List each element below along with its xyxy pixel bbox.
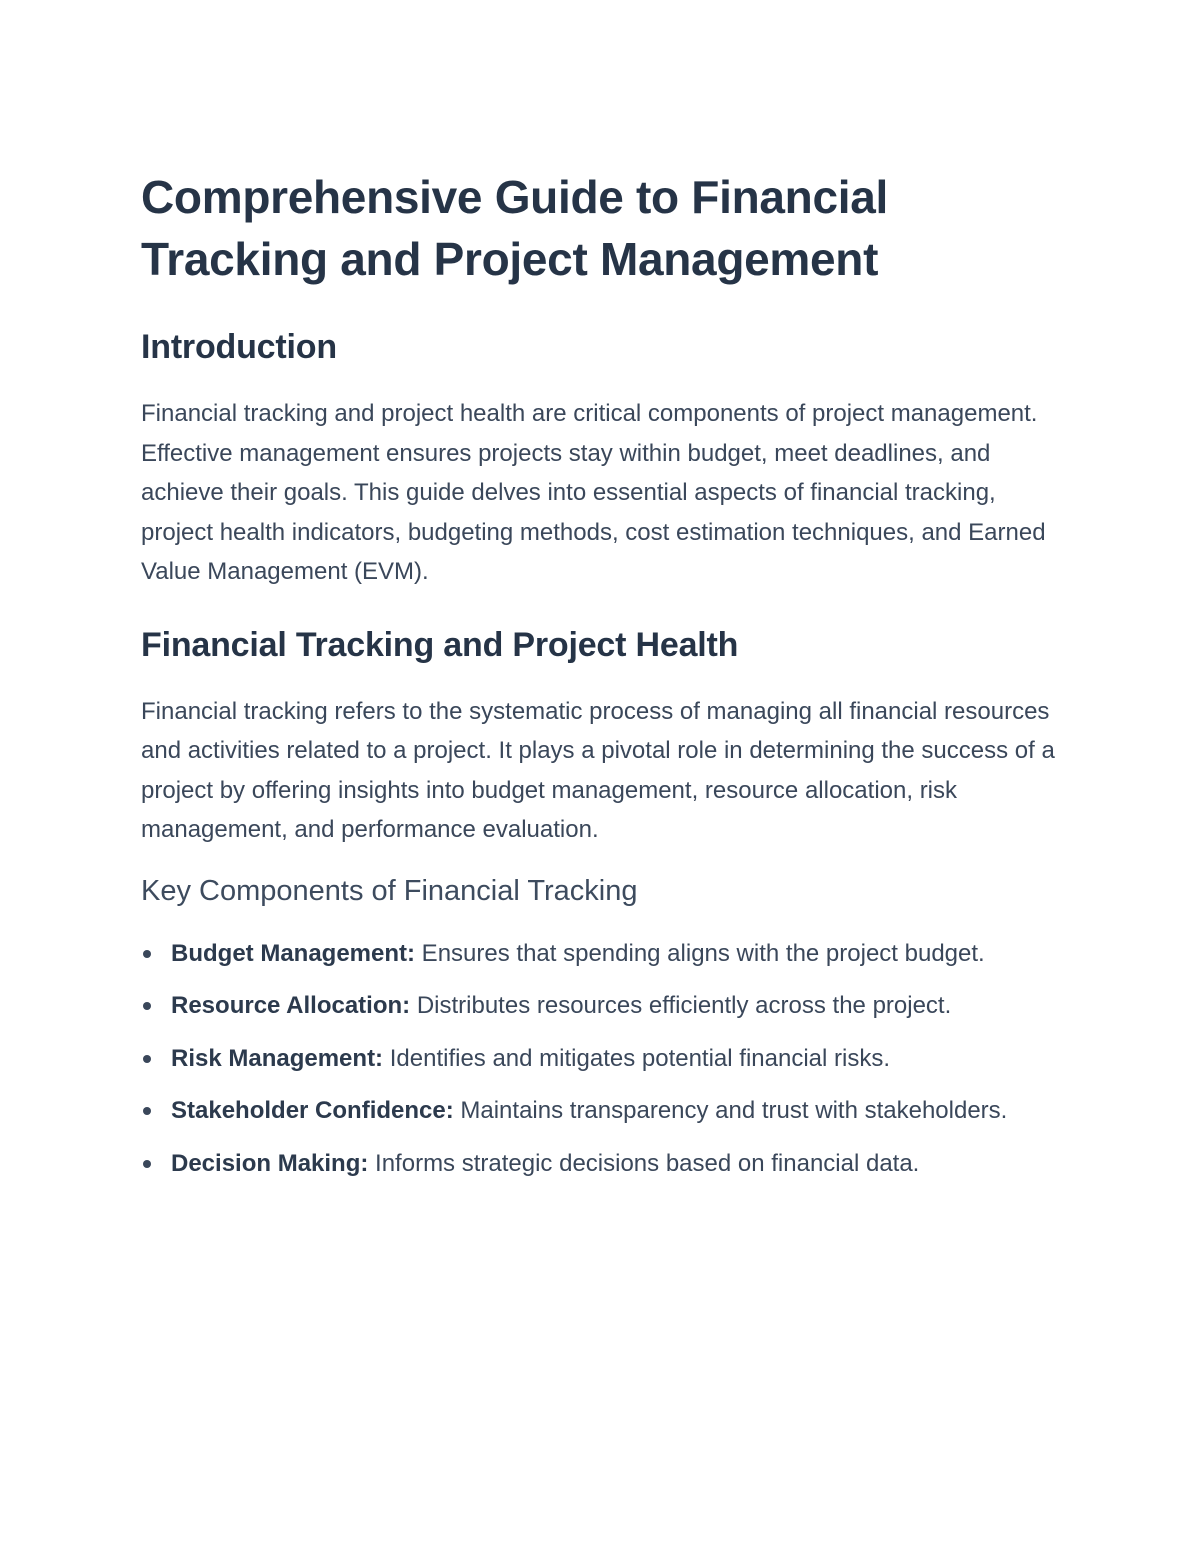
- section-heading-financial-tracking: Financial Tracking and Project Health: [141, 625, 739, 664]
- list-item-description: Ensures that spending aligns with the project budget.: [415, 939, 985, 967]
- list-item-description: Distributes resources efficiently across the project.: [410, 992, 952, 1019]
- list-item-term: Budget Management:: [171, 939, 416, 967]
- list-item: [141, 1039, 1071, 1079]
- list-item: [141, 1144, 1071, 1184]
- list-item-term: Risk Management:: [171, 1044, 384, 1072]
- key-components-list: [141, 934, 1071, 1184]
- list-item-term: Stakeholder Confidence:: [171, 1097, 454, 1124]
- list-item-term: Resource Allocation:: [171, 992, 411, 1019]
- subsection-heading-key-components: Key Components of Financial Tracking: [141, 874, 638, 907]
- list-item-description: Informs strategic decisions based on financial data.: [368, 1149, 920, 1177]
- bullet-icon: [143, 1160, 151, 1168]
- list-item-description: Maintains transparency and trust with stakeholders.: [453, 1097, 1008, 1124]
- bullet-icon: [143, 1107, 151, 1115]
- section-heading-introduction: Introduction: [141, 328, 337, 366]
- document-title: Comprehensive Guide to Financial Tracking and Project Management: [141, 171, 888, 285]
- bullet-icon: [143, 950, 151, 958]
- introduction-paragraph: Financial tracking and project health are critical components of project management. Effective management ensures projects stay within budget, meet deadlines, and achieve their goals. This guide delves into essential aspects of financial tracking, project health indicators, budgeting methods, cost estimation techniques, and Earned Value Management (EVM).: [141, 400, 1046, 585]
- bullet-icon: [143, 1055, 151, 1063]
- bullet-icon: [143, 1002, 151, 1010]
- list-item: [141, 1091, 1071, 1131]
- list-item-term: Decision Making:: [171, 1149, 369, 1177]
- list-item: [141, 934, 1071, 974]
- document-page: [141, 166, 1071, 1196]
- financial-tracking-paragraph: Financial tracking refers to the systematic process of managing all financial resources and activities related to a project. It plays a pivotal role in determining the success of a project by offering insights into budget management, resource allocation, risk management, and performance evaluation.: [141, 697, 1055, 843]
- list-item: [141, 986, 1071, 1026]
- list-item-description: Identifies and mitigates potential financial risks.: [383, 1044, 890, 1072]
